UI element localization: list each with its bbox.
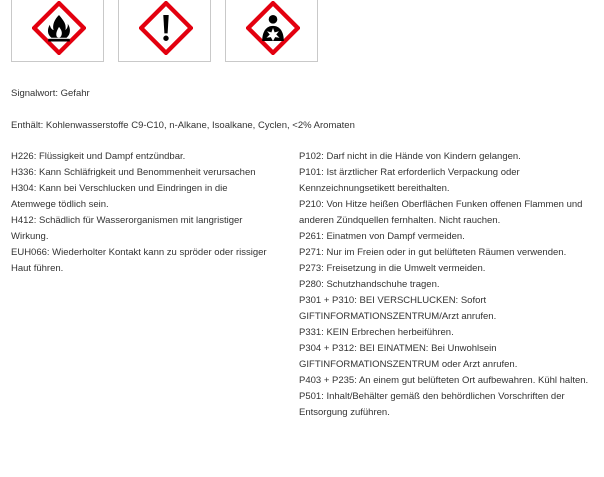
contains-line: Enthält: Kohlenwasserstoffe C9-C10, n-Alkane, Isoalkane, Cyclen, <2% Aromaten	[11, 120, 355, 131]
health-hazard-icon	[246, 1, 300, 55]
precautionary-statement: P301 + P310: BEI VERSCHLUCKEN: Sofort GIFTINFORMATIONSZENTRUM/Arzt anrufen.	[299, 295, 497, 322]
precautionary-statement: P304 + P312: BEI EINATMEN: Bei Unwohlsein GIFTINFORMATIONSZENTRUM oder Arzt anrufen.	[299, 343, 518, 370]
precautionary-statements-list	[299, 149, 589, 421]
hazard-statement: EUH066: Wiederholter Kontakt kann zu spröder oder rissiger Haut führen.	[11, 247, 267, 274]
precautionary-statement: P280: Schutzhandschuhe tragen.	[299, 279, 440, 290]
hazard-statement: H336: Kann Schläfrigkeit und Benommenheit verursachen	[11, 167, 256, 178]
precautionary-statement: P210: Von Hitze heißen Oberflächen Funken offenen Flammen und anderen Zündquellen fernhalten. Nicht rauchen.	[299, 199, 583, 226]
precautionary-statement: P331: KEIN Erbrechen herbeiführen.	[299, 327, 454, 338]
exclamation-icon	[139, 1, 193, 55]
hazard-statement: H226: Flüssigkeit und Dampf entzündbar.	[11, 151, 186, 162]
precautionary-statement: P261: Einatmen von Dampf vermeiden.	[299, 231, 465, 242]
precautionary-statement: P101: Ist ärztlicher Rat erforderlich Verpackung oder Kennzeichnungsetikett bereithalten.	[299, 167, 520, 194]
precautionary-statement: P271: Nur im Freien oder in gut belüfteten Räumen verwenden.	[299, 247, 567, 258]
precautionary-statement: P403 + P235: An einem gut belüfteten Ort aufbewahren. Kühl halten.	[299, 375, 589, 386]
precautionary-statement: P102: Darf nicht in die Hände von Kindern gelangen.	[299, 151, 521, 162]
pictogram-exclamation	[118, 0, 211, 62]
signal-word: Signalwort: Gefahr	[11, 88, 90, 99]
flame-icon	[32, 1, 86, 55]
precautionary-statement: P273: Freisetzung in die Umwelt vermeiden.	[299, 263, 486, 274]
precautionary-statement: P501: Inhalt/Behälter gemäß den behördlichen Vorschriften der Entsorgung zuführen.	[299, 391, 565, 418]
pictogram-health-hazard	[225, 0, 318, 62]
hazard-statements-list	[11, 149, 273, 277]
hazard-statement: H412: Schädlich für Wasserorganismen mit langristiger Wirkung.	[11, 215, 243, 242]
hazard-statement: H304: Kann bei Verschlucken und Eindringen in die Atemwege tödlich sein.	[11, 183, 228, 210]
pictogram-flammable	[11, 0, 104, 62]
